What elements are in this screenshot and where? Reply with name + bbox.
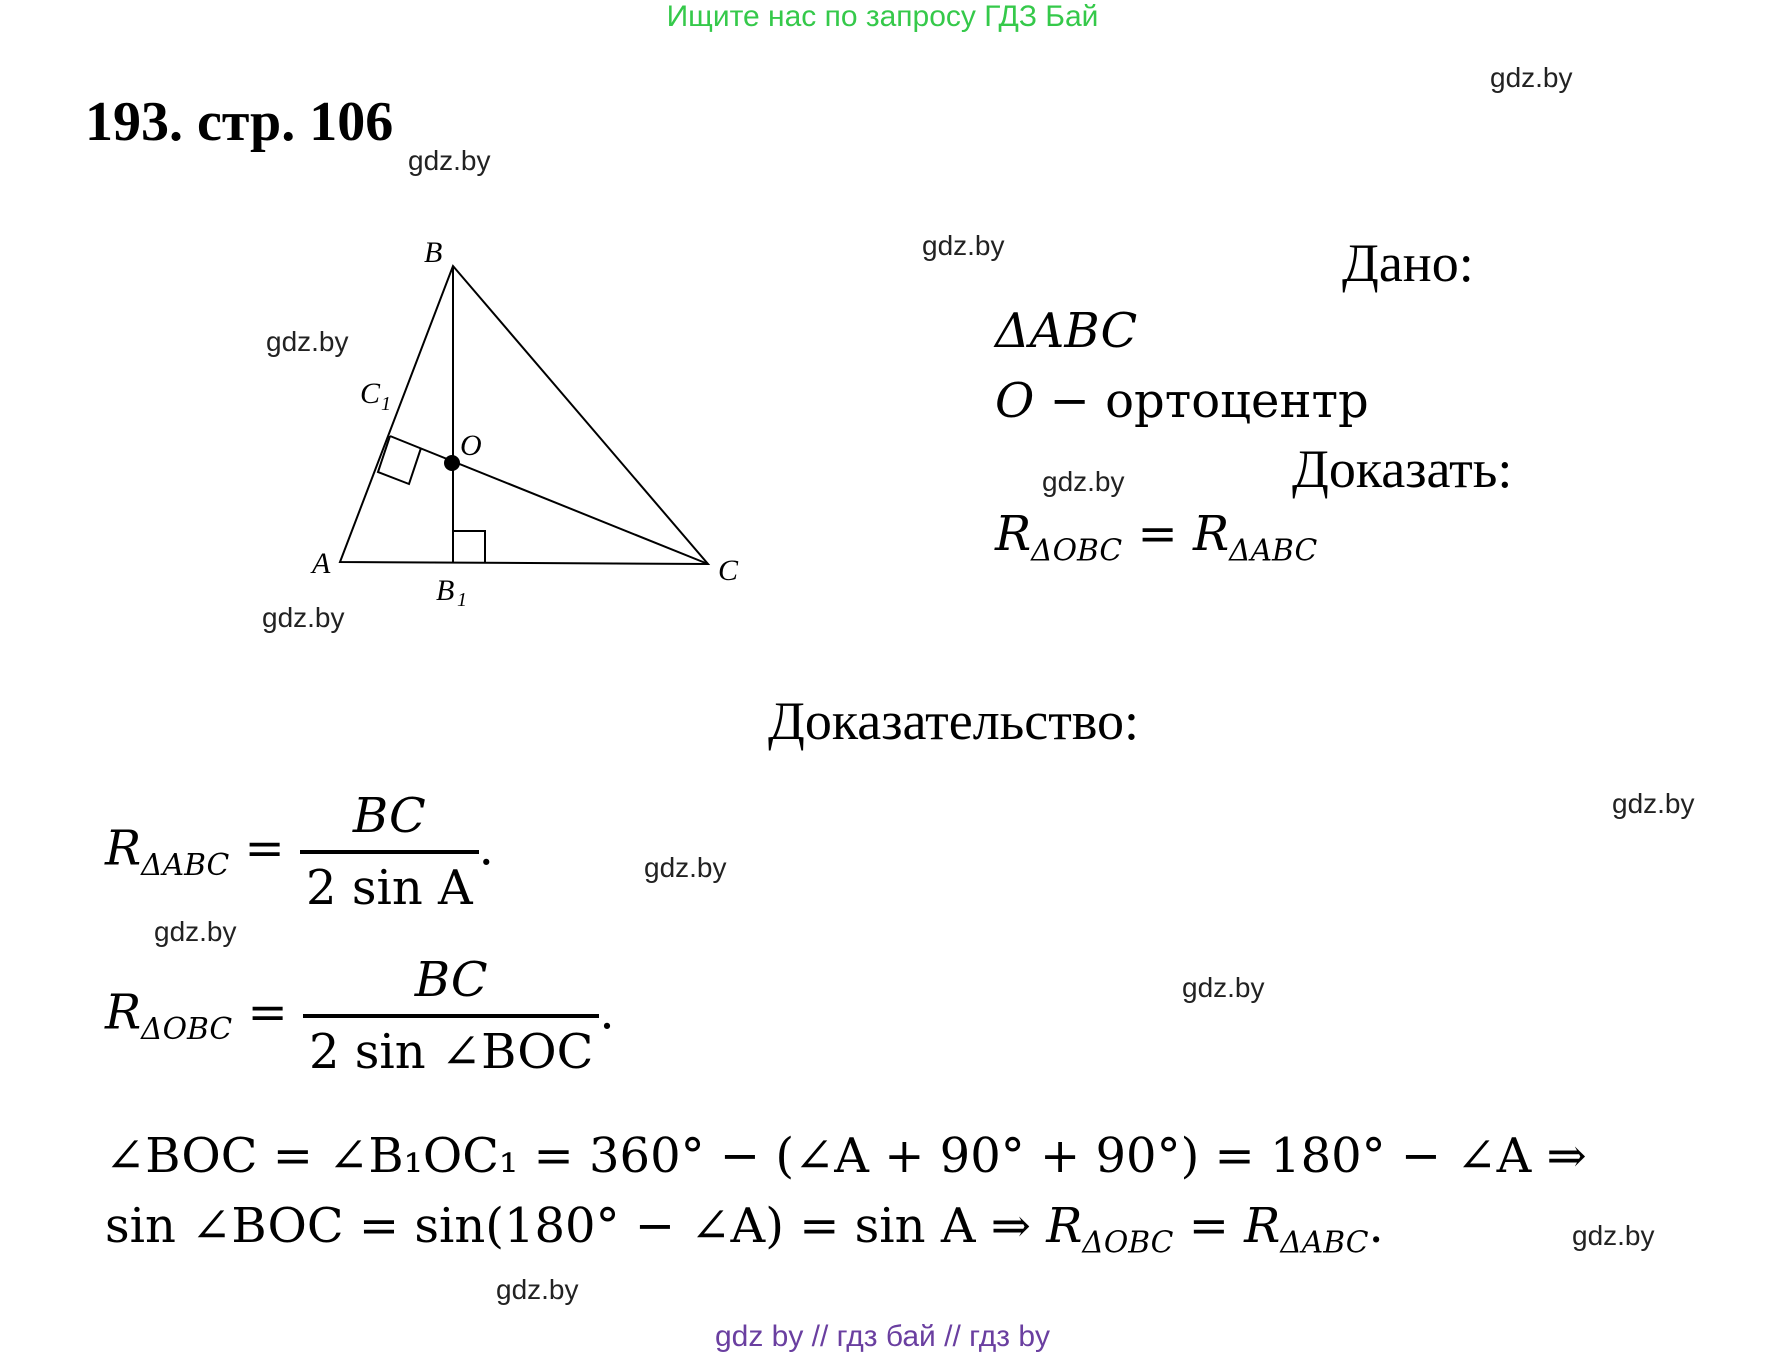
proof-title: Доказательство: <box>768 691 1139 751</box>
label-b: B <box>424 236 443 269</box>
label-c1: C <box>360 377 381 410</box>
label-a: A <box>312 547 331 580</box>
label-b1-sub: 1 <box>457 589 467 611</box>
footer-links: gdz by // гдз бай // гдз by <box>714 1320 1051 1353</box>
label-c1-sub: 1 <box>381 393 391 415</box>
given-orthocenter: O − ортоцентр <box>995 373 1369 429</box>
right-angle-mark-b1 <box>453 531 485 563</box>
triangle-figure <box>0 0 800 640</box>
watermark: gdz.by <box>644 852 727 883</box>
proof-line-4: sin ∠BOC = sin(180° − ∠A) = sin A ⇒ $R_{\Delta OBC} = R_{\Delta ABC}$. <box>105 1198 1384 1261</box>
label-b1: B <box>436 574 455 607</box>
triangle-abc <box>340 266 708 564</box>
orthocenter-point <box>444 455 460 471</box>
watermark: gdz.by <box>1182 972 1265 1003</box>
watermark: gdz.by <box>154 916 237 947</box>
watermark: gdz.by <box>266 326 349 357</box>
altitude-cc1 <box>390 436 708 564</box>
watermark: gdz.by <box>262 602 345 633</box>
watermark: gdz.by <box>1612 788 1695 819</box>
given-triangle: ΔABC <box>995 303 1138 359</box>
label-o: O <box>460 429 482 462</box>
fraction-1: $\frac{BC}{\text{2 sin A}}$ <box>300 788 479 916</box>
proof-line-1: $R_{\Delta ABC}$ = $\frac{BC}{\text{2 sin A}}$ . <box>105 788 494 916</box>
promo-banner: Ищите нас по запросу ГДЗ Бай <box>666 0 1099 33</box>
prove-title: Доказать: <box>1292 439 1513 499</box>
proof-line-3: ∠BOC = ∠B₁OC₁ = 360° − (∠A + 90° + 90°) = 180° − ∠A ⇒ <box>105 1128 1587 1184</box>
proof-line-2: $R_{\Delta OBC}$ = $\frac{BC}{\text{2 sin ∠BOC}}$ . <box>105 952 615 1080</box>
watermark: gdz.by <box>922 230 1005 261</box>
fraction-2: $\frac{BC}{\text{2 sin ∠BOC}}$ <box>303 952 599 1080</box>
watermark: gdz.by <box>1042 466 1125 497</box>
watermark: gdz.by <box>496 1274 579 1305</box>
prove-statement: $R_{\Delta OBC} = R_{\Delta ABC}$ <box>995 506 1318 569</box>
given-title: Дано: <box>1342 233 1474 293</box>
watermark: gdz.by <box>1572 1220 1655 1251</box>
label-c: C <box>718 554 739 587</box>
watermark: gdz.by <box>1490 62 1573 93</box>
watermark: gdz.by <box>408 145 491 176</box>
problem-heading: 193. стр. 106 <box>85 91 394 153</box>
